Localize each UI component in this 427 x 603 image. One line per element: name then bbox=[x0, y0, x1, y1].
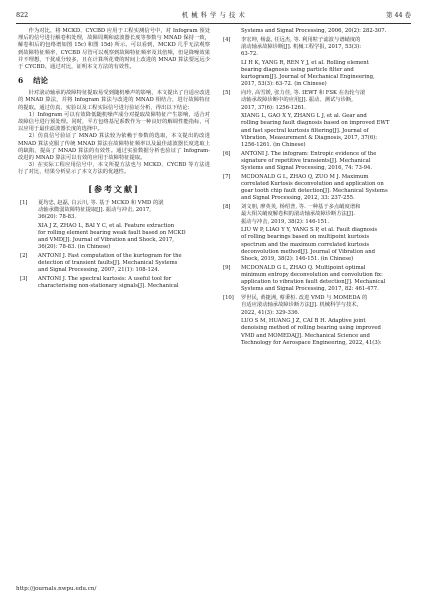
left-reference-list bbox=[18, 200, 210, 291]
journal-url: http://journals.nwpu.edu.cn/ bbox=[16, 586, 97, 592]
page-header bbox=[16, 9, 411, 21]
left-column bbox=[18, 28, 210, 292]
reference-number: [2] bbox=[20, 253, 28, 260]
reference-number: [5] bbox=[223, 90, 231, 97]
reference-line: MCDONALD G L, ZHAO Q. Multipoint optimal bbox=[241, 264, 366, 271]
reference-line: deconvolution method[J]. Journal of Vibration and bbox=[241, 248, 375, 255]
right-reference-list bbox=[221, 28, 413, 347]
reference-line: 动轴承微弱故障特征提取[J]. 振动与冲击, 2017, bbox=[38, 206, 151, 213]
reference-line: 36(20): 78-83. bbox=[38, 214, 77, 221]
reference-entry bbox=[221, 265, 413, 294]
right-column bbox=[221, 28, 413, 349]
reference-number: [9] bbox=[223, 264, 231, 271]
reference-number: [1] bbox=[20, 199, 28, 206]
reference-line: signature of repetitive transients[J]. Mechanical bbox=[241, 157, 371, 164]
reference-entry bbox=[221, 318, 413, 347]
reference-line: MCDONALD G L, ZHAO Q, ZUO M J. Maximum bbox=[241, 173, 369, 180]
reference-line: and fast spectral kurtosis filtering[J]. Journal of bbox=[241, 127, 369, 134]
reference-line: LUO S M, HUANG J Z, CAI B H. Adaptive joint bbox=[241, 318, 366, 325]
reference-line: Systems and Signal Processing, 2017, 82: 461-477. bbox=[241, 286, 379, 293]
reference-number: [10] bbox=[223, 295, 234, 302]
reference-line: 2017, 37(6): 1256-1261. bbox=[241, 104, 306, 111]
reference-line: 2022, 41(3): 329-336. bbox=[241, 309, 300, 316]
reference-entry bbox=[221, 204, 413, 226]
reference-line: 振动与冲击, 2019, 38(2): 146-151. bbox=[241, 218, 330, 225]
reference-number: [6] bbox=[223, 150, 231, 157]
reference-line: LI H K, YANG R, REN Y J, et al. Rolling element bbox=[241, 59, 369, 66]
reference-line: application to vibration fault detection[J]. Mechanical bbox=[241, 279, 386, 286]
reference-line: VMD and MOMEDA[J]. Mechanical Science and bbox=[241, 332, 370, 339]
reference-entry bbox=[221, 28, 413, 35]
page-number: 822 bbox=[16, 11, 29, 19]
reference-line: correlated Kurtosis deconvolution and application on bbox=[241, 181, 384, 188]
reference-line: minimum entropy deconvolution and convolution fix: bbox=[241, 272, 383, 278]
reference-entry bbox=[18, 200, 210, 222]
reference-line: 向玲, 高雪媛, 张力佳, 等. IEWT 和 FSK 在齿轮与滚 bbox=[241, 90, 366, 97]
intro-paragraph: 作为对比，将 MCKD、CYCBD 应用于工程实测信号中，对 Infogram 预处理后的信号进行解卷积处理，故障周期和滤波器长度等参数与 MNAD 保持一致，解卷积后的包络谱如图 15c) 和图 15d) 所示。可以看到，MCKD 几乎无法观察到故障特征频率，CYCBD 尽管可以观察到故障特征频率及其倍频，但是降噪效果并不理想，干扰成分较多，且在计算所花费的时间上改进的 MNAD 算法要远远少于 CYCBD。通过对比，证明本文方法的有效性。 bbox=[18, 28, 210, 71]
conclusion-intro: 针对滚动轴承的故障特征提取易受到随机噪声的影响，本文提出了自适应改进的 MNAD 算法，并将 Infogram 算法与改进的 MNAD 相结合，进行故障特征的提取。通过仿真、实验以及工程实际信号进行验证分析，得出以下结论： bbox=[18, 90, 210, 111]
reference-entry bbox=[221, 295, 413, 317]
reference-line: Systems and Signal Processing, 2006, 20(2): 282-307. bbox=[241, 28, 387, 34]
reference-line: ANTONI J. The spectral kurtosis: A useful tool for bbox=[38, 276, 172, 283]
reference-line: 滚动轴承故障诊断[J]. 机械工程学报, 2017, 53(3): bbox=[241, 43, 362, 50]
reference-line: 自适应滚动轴承故障诊断方法[J]. 机械科学与技术, bbox=[241, 302, 359, 309]
reference-line: kurtogram[J]. Journal of Mechanical Engineering, bbox=[241, 74, 375, 81]
reference-line: 罗世民, 黄捷洲, 蔡秉桓. 改进 VMD 与 MOMEDA 的 bbox=[241, 295, 368, 302]
reference-line: and Signal Processing, 2007, 21(1): 108-124. bbox=[38, 267, 160, 274]
section-heading bbox=[18, 76, 210, 86]
reference-line: and Signal Processing, 2012, 33: 237-255. bbox=[241, 195, 355, 202]
reference-line: Vibration, Measurement & Diagnosis, 2017, 37(6): bbox=[241, 134, 378, 141]
reference-line: characterising non-stationary signals[J]. Mechanical bbox=[38, 283, 179, 290]
reference-entry bbox=[221, 90, 413, 112]
reference-entry bbox=[221, 113, 413, 149]
reference-number: [3] bbox=[20, 276, 28, 283]
reference-line: 2017, 53(3): 63-72. (in Chinese) bbox=[241, 81, 327, 88]
reference-line: and VMD[J]. Journal of Vibration and Shock, 2017, bbox=[38, 237, 174, 244]
reference-line: Shock, 2019, 38(2): 146-151. (in Chinese) bbox=[241, 256, 354, 263]
reference-entry bbox=[221, 174, 413, 203]
reference-line: 动轴承故障诊断中的应用[J]. 振动、测试与诊断, bbox=[241, 97, 353, 104]
section-title: 结论 bbox=[33, 76, 48, 86]
reference-entry bbox=[221, 227, 413, 263]
reference-line: spectrum and the maximum correlated kurtosis bbox=[241, 241, 370, 248]
reference-entry bbox=[221, 60, 413, 89]
reference-line: detection of transient faults[J]. Mechanical Systems bbox=[38, 260, 178, 267]
conclusion-item-3: 3）在实际工程应用信号中，本文所提方法也与 MCKD、CYCBD 等方法进行了对比，结果分析显示了本文方法的优越性。 bbox=[18, 162, 210, 176]
reference-line: bearing diagnosis using particle filter and bbox=[241, 67, 354, 74]
reference-line: rolling bearing fault diagnosis based on improved EWT bbox=[241, 120, 390, 127]
reference-line: denoising method of rolling bearing using improved bbox=[241, 325, 381, 332]
reference-number: [4] bbox=[223, 36, 231, 43]
reference-line: Technology for Aerospace Engineering, 2022, 41(3): bbox=[241, 339, 382, 346]
reference-line: 63-72. bbox=[241, 51, 258, 58]
volume-label: 第 44 卷 bbox=[386, 11, 411, 19]
reference-entry bbox=[221, 37, 413, 59]
reference-line: XIANG L, GAO X Y, ZHANG L J, et al. Gear and bbox=[241, 113, 367, 120]
references-heading: [参考文献] bbox=[88, 183, 140, 194]
reference-line: 夏均忠, 赵磊, 白云川, 等. 基于 MCKD 和 VMD 的滚 bbox=[38, 199, 164, 206]
reference-line: ANTONI J. The infogram: Entropic evidence of the bbox=[241, 150, 377, 157]
reference-number: [8] bbox=[223, 204, 231, 211]
reference-line: XIA J Z, ZHAO L, BAI Y C, et al. Feature extraction bbox=[38, 222, 175, 229]
reference-number: [7] bbox=[223, 173, 231, 180]
reference-line: 李宏坤, 杨蕊, 任远杰, 等. 利用粒子滤波与谱峭度的 bbox=[241, 36, 361, 43]
conclusion-item-1: 1）Infogram 可以有效降低随机噪声成分对提取故障特征产生影响，适合对故障信号进行预处理。同时，平方包络基尼系数作为一种良好的解调性能指标，可以应用于最佳滤波器长度的选择中。 bbox=[18, 111, 210, 133]
reference-entry bbox=[18, 276, 210, 290]
reference-line: LIU W P, LIAO Y Y, YANG S P, et al. Fault diagnosis bbox=[241, 227, 378, 234]
reference-line: ANTONI J. Fast computation of the kurtogram for the bbox=[38, 253, 182, 260]
journal-title: 机 械 科 学 与 技 术 bbox=[181, 11, 246, 19]
reference-line: 最大相关峭度解卷积的滚动轴承故障诊断方法[J]. bbox=[241, 211, 355, 218]
reference-line: 刘文朋, 廖英英, 杨绍普, 等. 一种基于多点峭度谱和 bbox=[241, 204, 361, 211]
reference-entry bbox=[221, 151, 413, 173]
reference-line: for rolling element bearing weak fault based on MCKD bbox=[38, 229, 186, 236]
conclusion-item-2: 2）仿真信号验证了 MNAD 算法较为依赖于参数的选取，本文提出的改进 MNAD 算法克服了传统 MNAD 算法在故障特征频率以及最佳滤波器长度选取上的缺陷，提高了 MNAD 算法的有效性。通过实验数据分析也验证了 Infogram-改进的 MNAD 算法可以有效的应用于故障特征提取。 bbox=[18, 133, 210, 162]
reference-line: gear tooth chip fault detection[J]. Mechanical Systems bbox=[241, 188, 388, 195]
reference-line: Systems and Signal Processing, 2016, 74: 73-94. bbox=[241, 165, 373, 172]
section-number: 6 bbox=[18, 76, 24, 86]
reference-line: 1256-1261. (in Chinese) bbox=[241, 142, 306, 149]
reference-line: 36(20): 78-83. (in Chinese) bbox=[38, 244, 111, 251]
header-rule bbox=[16, 23, 411, 24]
reference-entry bbox=[18, 253, 210, 275]
reference-line: of rolling bearings based on multipoint kurtosis bbox=[241, 234, 370, 241]
reference-entry bbox=[18, 223, 210, 252]
